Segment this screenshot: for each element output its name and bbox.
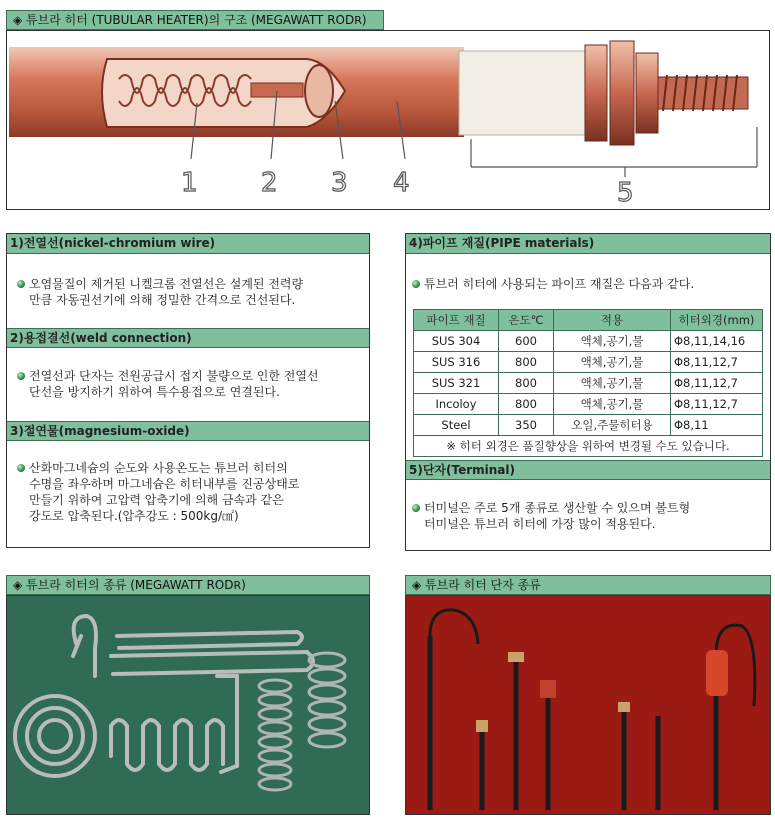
section-1-line-2: 만큼 자동권선기에 의해 정밀한 간격으로 건선된다. <box>29 293 296 307</box>
pipe-materials-table <box>413 309 763 457</box>
callout-2: 2 <box>261 168 278 198</box>
cell-diameter: Φ8,11,14,16 <box>671 331 763 352</box>
cell-material: Incoloy <box>414 394 499 415</box>
col-application: 적용 <box>554 310 671 331</box>
table-row <box>414 373 763 394</box>
bullet-icon <box>412 280 420 288</box>
section-4-text <box>412 276 760 292</box>
structure-title-bar <box>6 10 384 30</box>
types-title-end: ) <box>241 578 246 592</box>
structure-title: ◈ 튜브라 히터 (TUBULAR HEATER)의 구조 (MEGAWATT ROD <box>13 13 355 27</box>
right-description-panel <box>405 233 771 551</box>
table-row <box>414 415 763 436</box>
cell-material: SUS 304 <box>414 331 499 352</box>
section-2-heading: 2)용접결선(weld connection) <box>7 328 369 348</box>
terminal-cap-3 <box>618 702 630 712</box>
table-note-row <box>414 436 763 457</box>
col-temp: 온도℃ <box>499 310 554 331</box>
terminal-rods <box>430 636 716 810</box>
terminal-types-illustration <box>406 596 770 814</box>
cell-material: SUS 321 <box>414 373 499 394</box>
section-2-line-2: 단선을 방지하기 위하여 특수용접으로 연결된다. <box>29 385 280 399</box>
section-4-heading: 4)파이프 재질(PIPE materials) <box>406 234 770 254</box>
callout-5: 5 <box>617 178 634 208</box>
col-material: 파이프 재질 <box>414 310 499 331</box>
section-1-line-1: 오염물질이 제거된 니켈크롬 전열선은 설계된 전력량 <box>29 277 304 291</box>
cell-application: 액체,공기,물 <box>554 331 671 352</box>
cell-temp: 600 <box>499 331 554 352</box>
section-3-line-3: 만들기 위하여 고압력 압축기에 의해 금속과 같은 <box>29 493 284 507</box>
bullet-icon <box>17 280 25 288</box>
cell-diameter: Φ8,11,12,7 <box>671 394 763 415</box>
section-2-line-1: 전열선과 단자는 전원공급시 접지 불량으로 인한 전열선 <box>29 369 319 383</box>
cell-temp: 800 <box>499 394 554 415</box>
cell-diameter: Φ8,11,12,7 <box>671 352 763 373</box>
heater-cutaway-illustration <box>7 31 769 209</box>
coil-heater-1 <box>259 680 291 790</box>
heater-types-illustration <box>7 596 369 814</box>
cell-material: SUS 316 <box>414 352 499 373</box>
table-note: ※ 히터 외경은 품질향상을 위하여 변경될 수도 있습니다. <box>414 436 763 457</box>
table-row <box>414 394 763 415</box>
terminals-title-bar <box>405 575 771 595</box>
table-header-row <box>414 310 763 331</box>
types-title-bar <box>6 575 370 595</box>
cell-application: 오일,주물히터용 <box>554 415 671 436</box>
callout-4: 4 <box>393 168 410 198</box>
section-4-line-1: 튜브러 히터에 사용되는 파이프 재질은 다음과 같다. <box>424 277 695 291</box>
left-description-panel <box>6 233 370 548</box>
heater-types-photo <box>6 595 370 815</box>
section-3-text <box>17 460 359 524</box>
terminals-title: ◈ 튜브라 히터 단자 종류 <box>412 578 541 592</box>
section-1-heading: 1)전열선(nickel-chromium wire) <box>7 234 369 254</box>
terminal-cap-2 <box>508 652 524 662</box>
section-3-line-2: 수명을 좌우하며 마그네슘은 히터내부를 진공상태로 <box>29 477 300 491</box>
cell-temp: 350 <box>499 415 554 436</box>
section-3-heading: 3)절연물(magnesium-oxide) <box>7 421 369 441</box>
section-3-line-4: 강도로 압축된다.(압추강도 : 500kg/㎠) <box>29 509 239 523</box>
zigzag-heater <box>111 720 223 770</box>
terminal-types-photo <box>405 595 771 815</box>
spiral-heater-mid <box>27 708 83 764</box>
table-row <box>414 352 763 373</box>
nut-right <box>636 53 658 133</box>
nut-middle <box>610 41 634 145</box>
section-2-text <box>17 368 359 400</box>
u-heater-1 <box>117 632 302 648</box>
callout-3: 3 <box>331 168 348 198</box>
nut-left <box>585 45 607 141</box>
curved-lead-1 <box>430 610 478 644</box>
section-5-heading: 5)단자(Terminal) <box>406 460 770 480</box>
cell-diameter: Φ8,11 <box>671 415 763 436</box>
section-1-text <box>17 276 359 308</box>
structure-title-sub: R <box>354 14 362 27</box>
ceramic-sleeve <box>459 51 587 135</box>
bullet-icon <box>17 372 25 380</box>
coil-heater-2 <box>309 653 345 747</box>
section-5-line-2: 터미널은 튜브러 히터에 가장 많이 적용된다. <box>424 517 656 531</box>
u-heater-2 <box>111 652 313 674</box>
bullet-icon <box>412 504 420 512</box>
section-3-line-1: 산화마그네슘의 순도와 사용온도는 튜브러 히터의 <box>29 461 288 475</box>
cell-application: 액체,공기,물 <box>554 352 671 373</box>
callout-numbers <box>181 168 634 208</box>
structure-diagram <box>6 30 770 210</box>
insulation-end <box>305 65 333 117</box>
types-title-sub: R <box>233 579 242 592</box>
cell-application: 액체,공기,물 <box>554 373 671 394</box>
terminal-cap-1 <box>540 680 556 698</box>
types-title: ◈ 튜브라 히터의 종류 (MEGAWATT ROD <box>13 578 234 592</box>
table-row <box>414 331 763 352</box>
cell-material: Steel <box>414 415 499 436</box>
terminal-cap-4 <box>476 720 488 732</box>
bullet-icon <box>17 464 25 472</box>
callout-1: 1 <box>181 168 198 198</box>
cell-diameter: Φ8,11,12,7 <box>671 373 763 394</box>
spiral-heater-inner <box>39 720 71 752</box>
cell-application: 액체,공기,물 <box>554 394 671 415</box>
silicone-boot <box>706 650 728 696</box>
col-diameter: 히터외경(mm) <box>671 310 763 331</box>
structure-title-end: ) <box>361 13 367 27</box>
section-5-text <box>412 500 760 532</box>
cell-temp: 800 <box>499 352 554 373</box>
cell-temp: 800 <box>499 373 554 394</box>
section-5-line-1: 터미널은 주로 5개 종류로 생산할 수 있으며 볼트형 <box>424 501 691 515</box>
